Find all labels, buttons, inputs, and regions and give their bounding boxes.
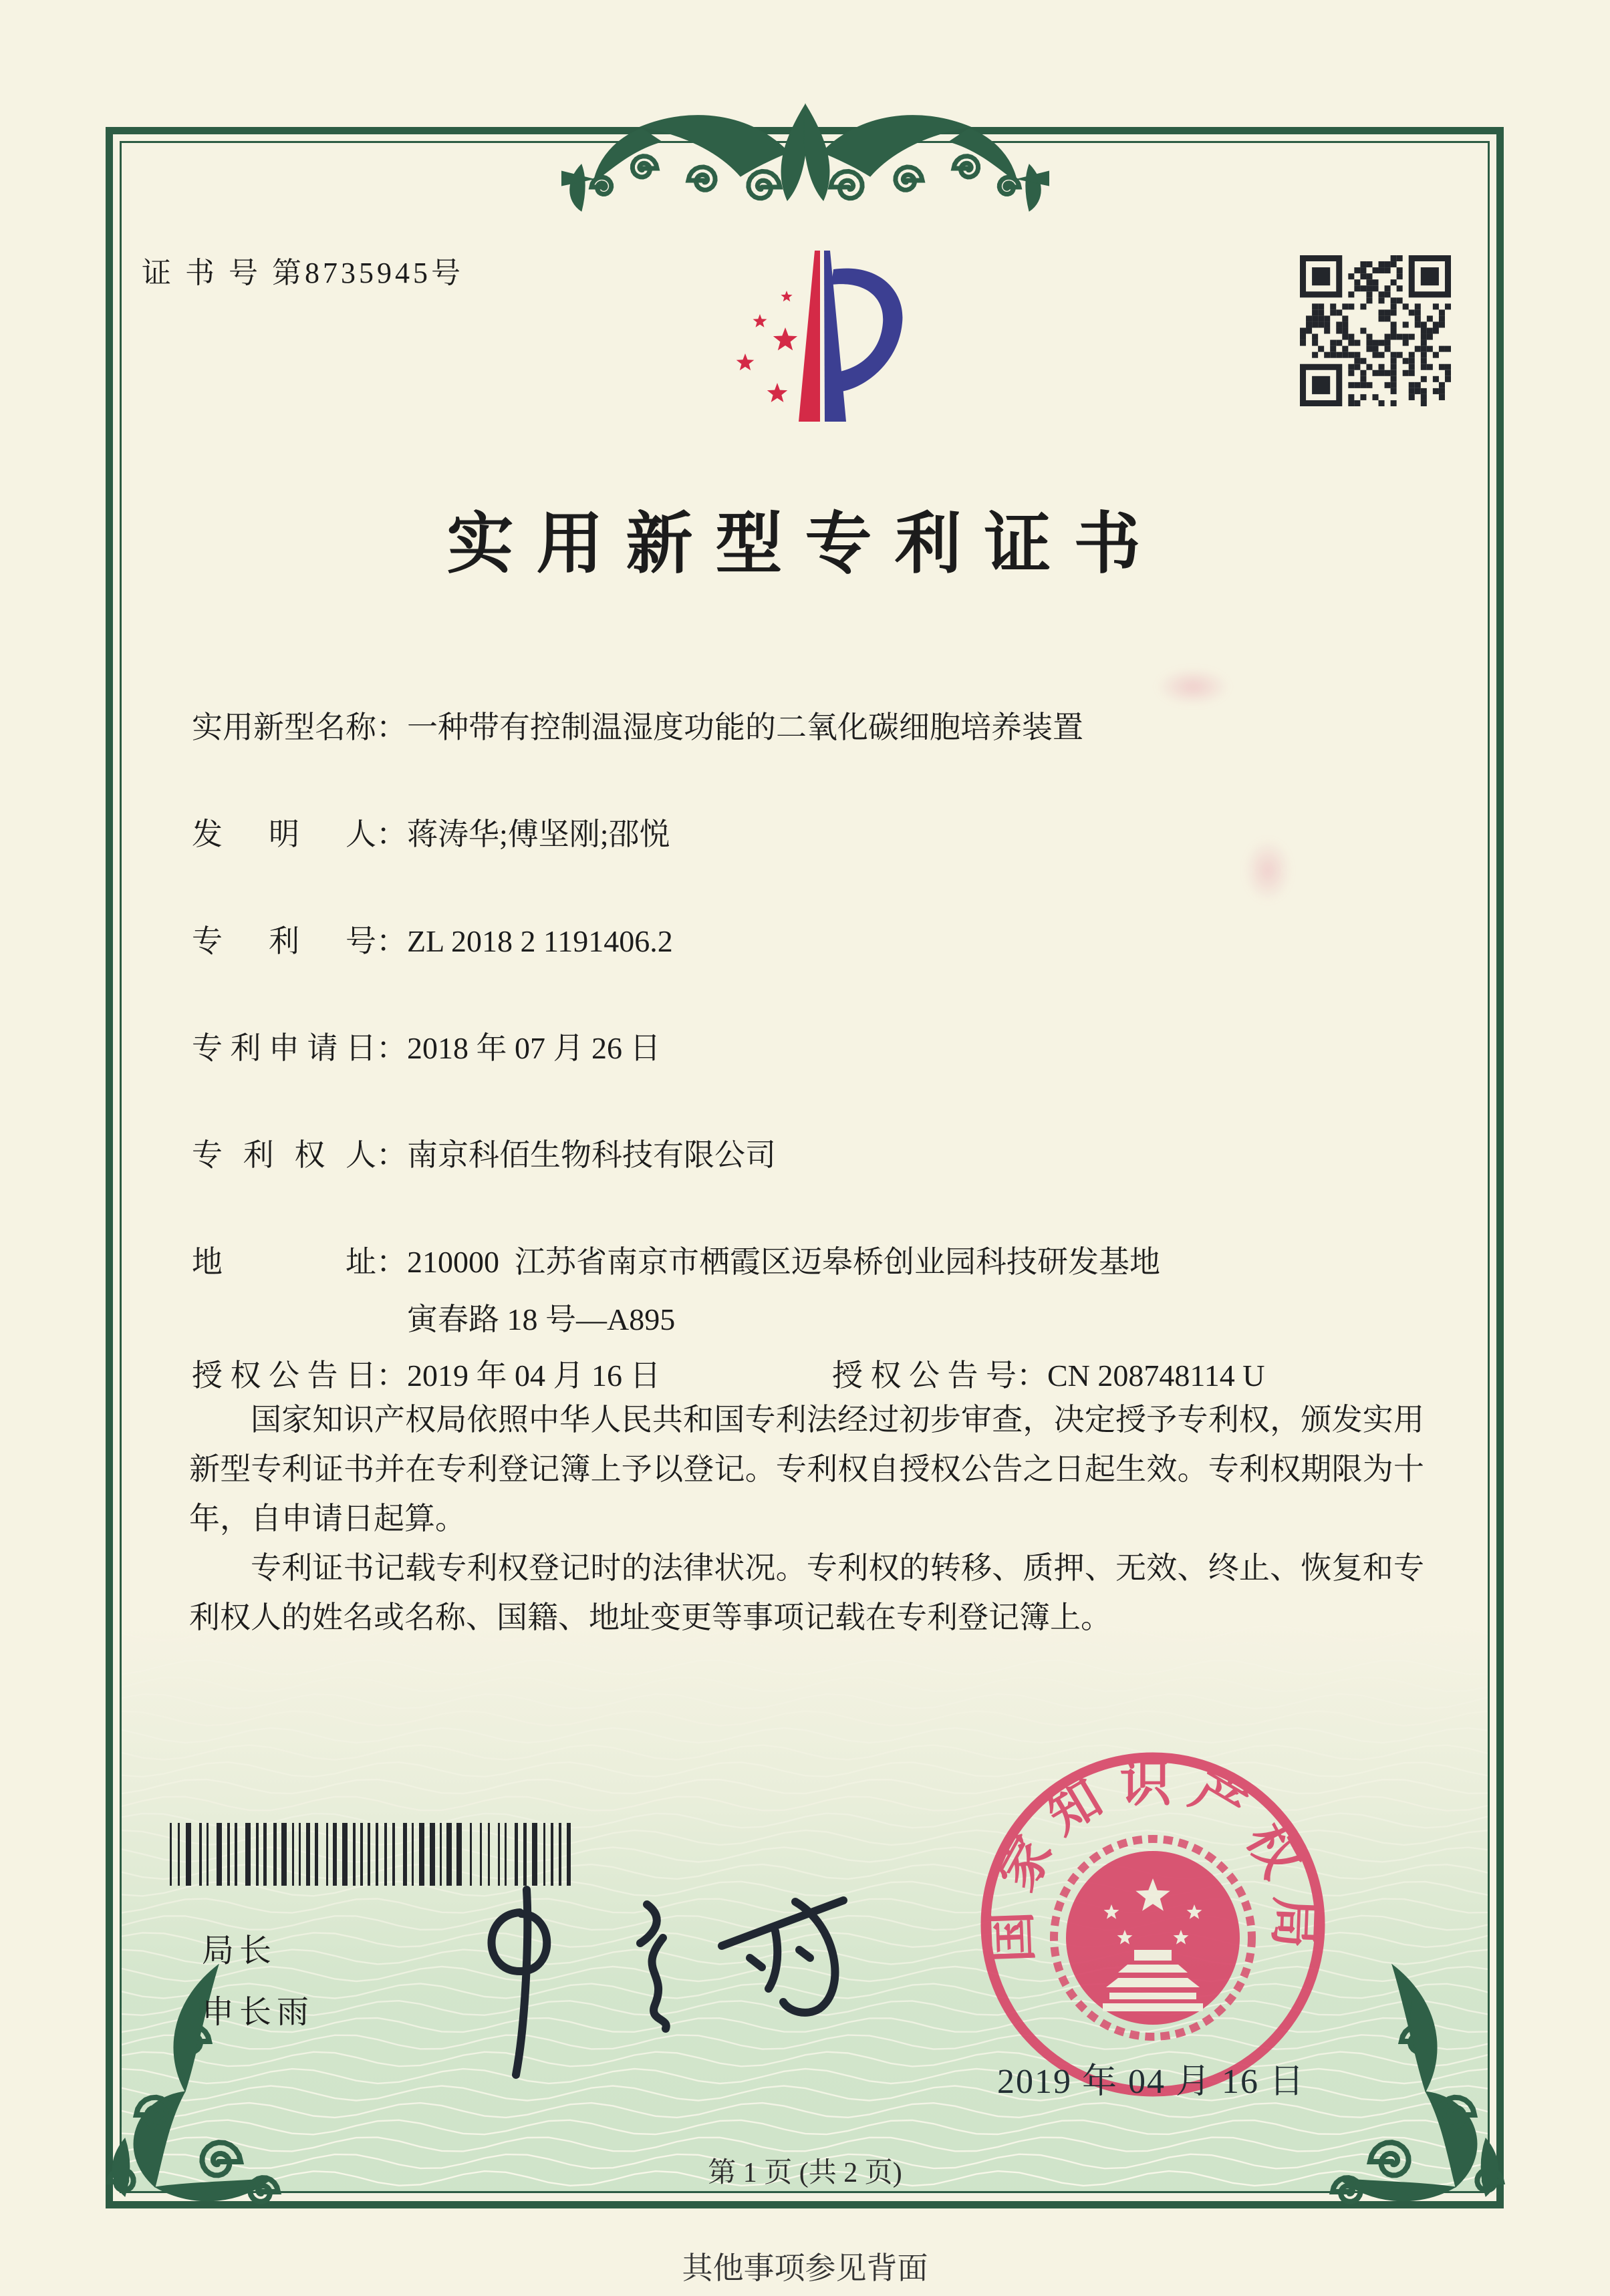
back-note: 其他事项参见背面 — [682, 2251, 928, 2285]
legal-paragraph-2: 专利证书记载专利权登记时的法律状况。专利权的转移、质押、无效、终止、恢复和专利权人的姓名或名称、国籍、地址变更等事项记载在专利登记簿上。 — [189, 1551, 1424, 1634]
field-value: 蒋涛华;傅坚刚;邵悦 — [407, 817, 670, 851]
page-indicator: 第 1 页 (共 2 页) — [708, 2158, 902, 2188]
field-row-address — [192, 1242, 1435, 1283]
field-label: 发明人 — [192, 817, 376, 851]
certificate-number: 证 书 号 第8735945号 — [142, 257, 464, 289]
field-value: 210000 江苏省南京市栖霞区迈皋桥创业园科技研发基地 — [407, 1245, 1160, 1279]
field-colon: ： — [376, 1358, 407, 1393]
field-row-inventors — [192, 814, 1435, 855]
field-value: 2018 年 07 月 26 日 — [407, 1031, 661, 1065]
director-signature — [441, 1871, 869, 2092]
grant-number-label: 授权公告号 — [832, 1358, 1017, 1393]
signer-name: 申长雨 — [202, 1995, 315, 2030]
field-colon: ： — [376, 1138, 407, 1172]
national-emblem — [1054, 1839, 1252, 2037]
signer-title: 局长 — [202, 1933, 277, 1969]
field-colon: ： — [376, 924, 407, 958]
address-line2: 寅春路 18 号—A895 — [407, 1302, 676, 1336]
certificate-title: 实用新型专利证书 — [446, 507, 1164, 581]
field-row-patentee — [192, 1135, 1435, 1176]
field-row-grant — [192, 1355, 1435, 1397]
field-colon: ： — [376, 1031, 407, 1065]
top-center-ornament — [561, 86, 1049, 219]
field-label: 专利权人 — [192, 1138, 376, 1172]
field-colon: ： — [376, 710, 407, 744]
field-value: ZL 2018 2 1191406.2 — [407, 924, 673, 958]
legal-text — [189, 1395, 1424, 1642]
field-label: 专利申请日 — [192, 1031, 376, 1065]
cnipa-logo — [705, 223, 912, 443]
field-label: 地址 — [192, 1245, 376, 1279]
grant-number-value: CN 208748114 U — [1047, 1358, 1265, 1393]
field-row-name — [192, 707, 1435, 748]
field-row-patent-number — [192, 921, 1435, 962]
legal-paragraph-1: 国家知识产权局依照中华人民共和国专利法经过初步审查，决定授予专利权，颁发实用新型专利证书并在专利登记簿上予以登记。专利权自授权公告之日起生效。专利权期限为十年，自申请日起算。 — [189, 1403, 1424, 1536]
qr-code — [1300, 255, 1451, 406]
field-colon: ： — [376, 817, 407, 851]
field-label: 专利号 — [192, 924, 376, 958]
field-colon: ： — [376, 1245, 407, 1279]
field-row-filing-date — [192, 1028, 1435, 1069]
field-label: 实用新型名称 — [192, 710, 376, 744]
grant-date-label: 授权公告日 — [192, 1358, 376, 1393]
grant-date-value: 2019 年 04 月 16 日 — [407, 1358, 661, 1393]
field-colon: ： — [1017, 1358, 1047, 1393]
seal-date: 2019 年 04 月 16 日 — [997, 2063, 1306, 2101]
seal-text: 国家知识产权局 — [982, 1755, 1324, 1964]
field-value: 南京科佰生物科技有限公司 — [407, 1138, 776, 1172]
grant-number-group — [832, 1355, 1264, 1397]
field-value: 一种带有控制温湿度功能的二氧化碳细胞培养装置 — [407, 710, 1083, 744]
